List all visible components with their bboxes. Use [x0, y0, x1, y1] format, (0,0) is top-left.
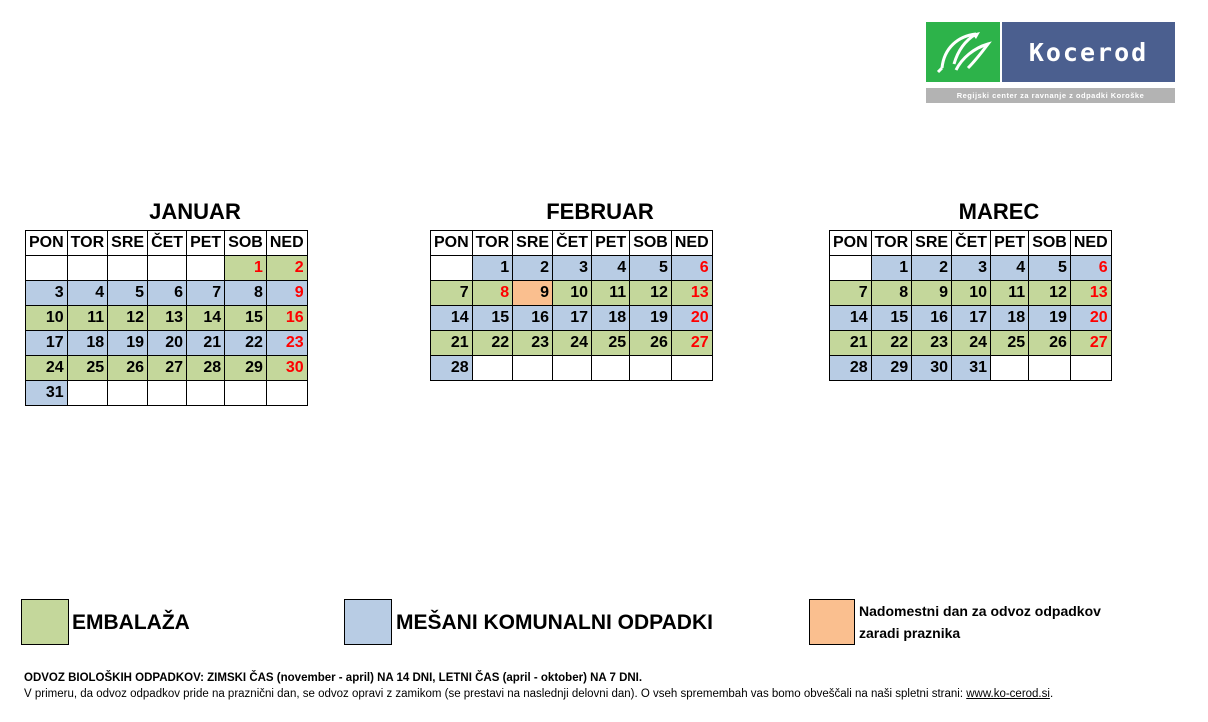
day-cell: 2 — [513, 256, 553, 281]
logo-name: Kocerod — [1002, 22, 1175, 82]
day-cell: 28 — [431, 356, 473, 381]
week-row — [431, 281, 713, 306]
logo-subtitle: Regijski center za ravnanje z odpadki Koroške — [926, 88, 1175, 103]
month-calendar-table — [25, 230, 308, 406]
day-cell: 30 — [266, 356, 307, 381]
empty-cell — [266, 381, 307, 406]
day-cell: 8 — [225, 281, 267, 306]
day-cell: 27 — [148, 356, 187, 381]
day-cell: 21 — [431, 331, 473, 356]
day-cell: 26 — [108, 356, 148, 381]
week-row — [830, 331, 1112, 356]
legend-label-mesani: MEŠANI KOMUNALNI ODPADKI — [396, 611, 713, 634]
day-cell: 28 — [830, 356, 872, 381]
weekday-header-row — [830, 231, 1112, 256]
week-row — [830, 256, 1112, 281]
day-cell: 15 — [871, 306, 911, 331]
month-title: FEBRUAR — [546, 199, 654, 224]
week-row — [26, 306, 308, 331]
day-cell: 21 — [830, 331, 872, 356]
website-link[interactable]: www.ko-cerod.si — [966, 688, 1050, 700]
day-cell: 29 — [225, 356, 267, 381]
footer-bio-waste-note: ODVOZ BIOLOŠKIH ODPADKOV: ZIMSKI ČAS (november - april) NA 14 DNI, LETNI ČAS (april - oktober) NA 7 DNI. — [24, 672, 643, 684]
day-cell: 24 — [553, 331, 592, 356]
legend-swatch-mesani — [344, 599, 392, 645]
day-cell: 23 — [266, 331, 307, 356]
week-row — [26, 331, 308, 356]
day-cell: 20 — [671, 306, 712, 331]
week-row — [431, 306, 713, 331]
day-cell: 14 — [187, 306, 225, 331]
day-cell: 21 — [187, 331, 225, 356]
day-cell: 30 — [912, 356, 952, 381]
day-cell: 16 — [513, 306, 553, 331]
weekday-header: ČET — [952, 231, 991, 256]
day-cell: 13 — [671, 281, 712, 306]
day-cell: 6 — [671, 256, 712, 281]
weekday-header-row — [431, 231, 713, 256]
month-calendar-table — [829, 230, 1112, 381]
day-cell: 18 — [67, 331, 107, 356]
empty-cell — [67, 381, 107, 406]
day-cell: 25 — [67, 356, 107, 381]
day-cell: 22 — [225, 331, 267, 356]
weekday-header: NED — [266, 231, 307, 256]
weekday-header: SOB — [1029, 231, 1071, 256]
day-cell: 10 — [26, 306, 68, 331]
week-row — [26, 281, 308, 306]
day-cell: 8 — [871, 281, 911, 306]
day-cell: 22 — [472, 331, 512, 356]
empty-cell — [592, 356, 630, 381]
day-cell: 10 — [952, 281, 991, 306]
empty-cell — [148, 256, 187, 281]
week-row — [431, 356, 713, 381]
empty-cell — [630, 356, 672, 381]
day-cell: 9 — [266, 281, 307, 306]
day-cell: 29 — [871, 356, 911, 381]
day-cell: 9 — [513, 281, 553, 306]
weekday-header: SOB — [630, 231, 672, 256]
day-cell: 24 — [952, 331, 991, 356]
week-row — [26, 356, 308, 381]
weekday-header: PET — [592, 231, 630, 256]
day-cell: 12 — [108, 306, 148, 331]
empty-cell — [991, 356, 1029, 381]
empty-cell — [108, 381, 148, 406]
day-cell: 23 — [912, 331, 952, 356]
day-cell: 3 — [553, 256, 592, 281]
empty-cell — [67, 256, 107, 281]
empty-cell — [472, 356, 512, 381]
week-row — [830, 306, 1112, 331]
empty-cell — [513, 356, 553, 381]
day-cell: 8 — [472, 281, 512, 306]
weekday-header: SRE — [912, 231, 952, 256]
day-cell: 5 — [630, 256, 672, 281]
legend-swatch-embalaza — [21, 599, 69, 645]
day-cell: 12 — [1029, 281, 1071, 306]
day-cell: 10 — [553, 281, 592, 306]
day-cell: 11 — [67, 306, 107, 331]
empty-cell — [671, 356, 712, 381]
weekday-header: PON — [26, 231, 68, 256]
weekday-header: SOB — [225, 231, 267, 256]
month-title: MAREC — [958, 199, 1040, 224]
empty-cell — [225, 381, 267, 406]
day-cell: 31 — [952, 356, 991, 381]
day-cell: 27 — [1070, 331, 1111, 356]
day-cell: 16 — [266, 306, 307, 331]
day-cell: 7 — [830, 281, 872, 306]
day-cell: 4 — [991, 256, 1029, 281]
weekday-header: ČET — [148, 231, 187, 256]
day-cell: 16 — [912, 306, 952, 331]
day-cell: 9 — [912, 281, 952, 306]
weekday-header: TOR — [472, 231, 512, 256]
empty-cell — [26, 256, 68, 281]
day-cell: 24 — [26, 356, 68, 381]
day-cell: 1 — [871, 256, 911, 281]
empty-cell — [148, 381, 187, 406]
weekday-header: TOR — [871, 231, 911, 256]
day-cell: 13 — [1070, 281, 1111, 306]
day-cell: 3 — [26, 281, 68, 306]
empty-cell — [1029, 356, 1071, 381]
weekday-header: SRE — [513, 231, 553, 256]
empty-cell — [187, 381, 225, 406]
day-cell: 4 — [67, 281, 107, 306]
day-cell: 25 — [592, 331, 630, 356]
empty-cell — [553, 356, 592, 381]
day-cell: 20 — [1070, 306, 1111, 331]
day-cell: 17 — [553, 306, 592, 331]
logo-green-block — [926, 22, 1000, 82]
day-cell: 26 — [630, 331, 672, 356]
empty-cell — [830, 256, 872, 281]
day-cell: 19 — [630, 306, 672, 331]
weekday-header: PET — [187, 231, 225, 256]
day-cell: 4 — [592, 256, 630, 281]
weekday-header: PET — [991, 231, 1029, 256]
day-cell: 19 — [108, 331, 148, 356]
day-cell: 23 — [513, 331, 553, 356]
footer-holiday-note — [24, 688, 1053, 700]
day-cell: 13 — [148, 306, 187, 331]
week-row — [431, 256, 713, 281]
day-cell: 12 — [630, 281, 672, 306]
day-cell: 20 — [148, 331, 187, 356]
weekday-header: PON — [431, 231, 473, 256]
day-cell: 3 — [952, 256, 991, 281]
day-cell: 15 — [472, 306, 512, 331]
day-cell: 1 — [472, 256, 512, 281]
week-row — [431, 331, 713, 356]
day-cell: 18 — [991, 306, 1029, 331]
day-cell: 2 — [912, 256, 952, 281]
day-cell: 7 — [431, 281, 473, 306]
month-title: JANUAR — [149, 199, 241, 224]
day-cell: 5 — [1029, 256, 1071, 281]
weekday-header: PON — [830, 231, 872, 256]
weekday-header: NED — [671, 231, 712, 256]
week-row — [830, 281, 1112, 306]
day-cell: 15 — [225, 306, 267, 331]
day-cell: 17 — [26, 331, 68, 356]
weekday-header: TOR — [67, 231, 107, 256]
legend-label-embalaza: EMBALAŽA — [72, 611, 190, 634]
day-cell: 22 — [871, 331, 911, 356]
weekday-header: NED — [1070, 231, 1111, 256]
footer-holiday-text: V primeru, da odvoz odpadkov pride na praznični dan, se odvoz opravi z zamikom (se prestavi na naslednji delovni dan). O vseh spremembah vas bomo obveščali na naši spletni strani: — [24, 688, 967, 700]
day-cell: 11 — [592, 281, 630, 306]
day-cell: 18 — [592, 306, 630, 331]
legend-swatch-nadomestni — [809, 599, 855, 645]
day-cell: 19 — [1029, 306, 1071, 331]
week-row — [830, 356, 1112, 381]
leaf-arrows-icon — [932, 28, 994, 76]
day-cell: 5 — [108, 281, 148, 306]
day-cell: 6 — [148, 281, 187, 306]
day-cell: 26 — [1029, 331, 1071, 356]
day-cell: 25 — [991, 331, 1029, 356]
day-cell: 28 — [187, 356, 225, 381]
day-cell: 2 — [266, 256, 307, 281]
week-row — [26, 381, 308, 406]
month-calendar-table — [430, 230, 713, 381]
day-cell: 17 — [952, 306, 991, 331]
day-cell: 7 — [187, 281, 225, 306]
empty-cell — [187, 256, 225, 281]
day-cell: 31 — [26, 381, 68, 406]
kocerod-logo — [926, 22, 1175, 103]
empty-cell — [108, 256, 148, 281]
day-cell: 27 — [671, 331, 712, 356]
day-cell: 1 — [225, 256, 267, 281]
weekday-header: SRE — [108, 231, 148, 256]
day-cell: 14 — [431, 306, 473, 331]
week-row — [26, 256, 308, 281]
legend-label-nadomestni-2: zaradi praznika — [859, 625, 961, 641]
weekday-header: ČET — [553, 231, 592, 256]
weekday-header-row — [26, 231, 308, 256]
empty-cell — [431, 256, 473, 281]
day-cell: 11 — [991, 281, 1029, 306]
day-cell: 14 — [830, 306, 872, 331]
footer-period: . — [1049, 688, 1054, 700]
legend-label-nadomestni-1: Nadomestni dan za odvoz odpadkov — [859, 603, 1101, 619]
empty-cell — [1070, 356, 1111, 381]
day-cell: 6 — [1070, 256, 1111, 281]
